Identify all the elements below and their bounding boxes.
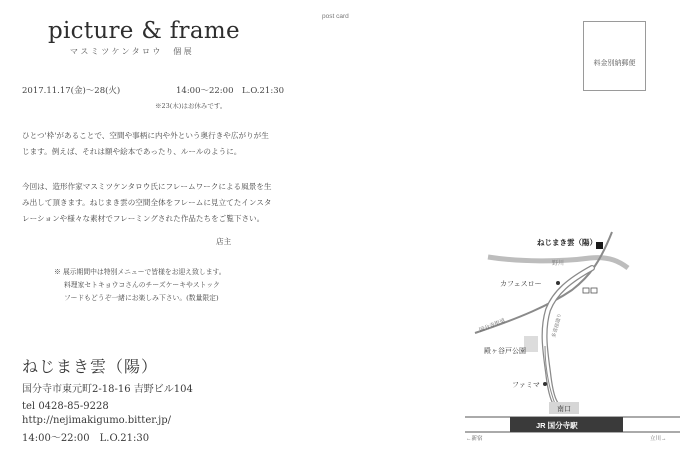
postage-stamp-label: 料金別納郵便 [593,60,636,67]
closed-note: ※23(木)はお休みです。 [155,102,227,110]
map-park-label: 殿ヶ谷戸公園 [484,348,526,355]
cafe-marker-icon [556,281,560,285]
map-tachikawa-label: 立川→ [650,436,667,442]
map-river-label: 野川 [552,261,565,267]
note-line-2: 料理家セトキョウコさんのチーズケーキやストック [64,281,220,289]
building-icon [583,288,589,293]
shop-hours: 14:00～22:00 L.O.21:30 [22,433,150,444]
shop-url[interactable]: http://nejimakigumo.bitter.jp/ [22,415,171,426]
shop-marker-icon [596,242,603,249]
map-station-label: JR 国分寺駅 [536,421,578,430]
map-familymart-label: ファミマ [512,382,540,389]
building-icon [591,288,597,293]
map-cafe-label: カフェスロー [500,281,542,288]
shop-name: ねじまき雲（陽） [22,357,159,376]
map-shop-label: ねじまき雲（陽） [537,238,597,247]
description-paragraph-2: 今回は、造形作家マスミツケンタロウ氏にフレームワークによる風景を生み出して頂きます。ねじまき雲の空間全体をフレームに見立てたインスタレーションや様々な素材でフレーミングされた作品たちをご覧下さい。 [22,182,272,223]
park-area [524,336,538,352]
exhibition-subtitle: マスミツケンタロウ 個展 [70,47,194,56]
shop-address: 国分寺市東元町2-18-16 吉野ビル104 [22,384,193,395]
exhibition-title: picture & frame [48,18,240,44]
map-road-label: 多喜窪通り [551,312,564,339]
exhibition-hours: 14:00～22:00 L.O.21:30 [176,86,285,96]
familymart-marker-icon [543,382,547,386]
description-paragraph-1: ひとつ'枠'があることで、空間や事柄に内や外という奥行きや広がりが生じます。例えば、それは額や絵本であったり、ルールのように。 [22,131,269,156]
note-line-1: ※ 展示期間中は特別メニューで皆様をお迎え致します。 [54,268,226,276]
shop-tel: tel 0428-85-9228 [22,401,109,412]
signature: 店主 [216,237,232,246]
map-street-label: 国分寺街道 [478,317,507,334]
exhibition-dates: 2017.11.17(金)～28(火) [22,86,121,96]
note-line-3: フードもどうぞ一緒にお楽しみ下さい。(数量限定) [64,294,219,302]
postcard-label: post card [322,13,349,20]
map-shinjuku-label: ←新宿 [466,436,483,442]
map-south-exit-label: 南口 [557,406,571,413]
